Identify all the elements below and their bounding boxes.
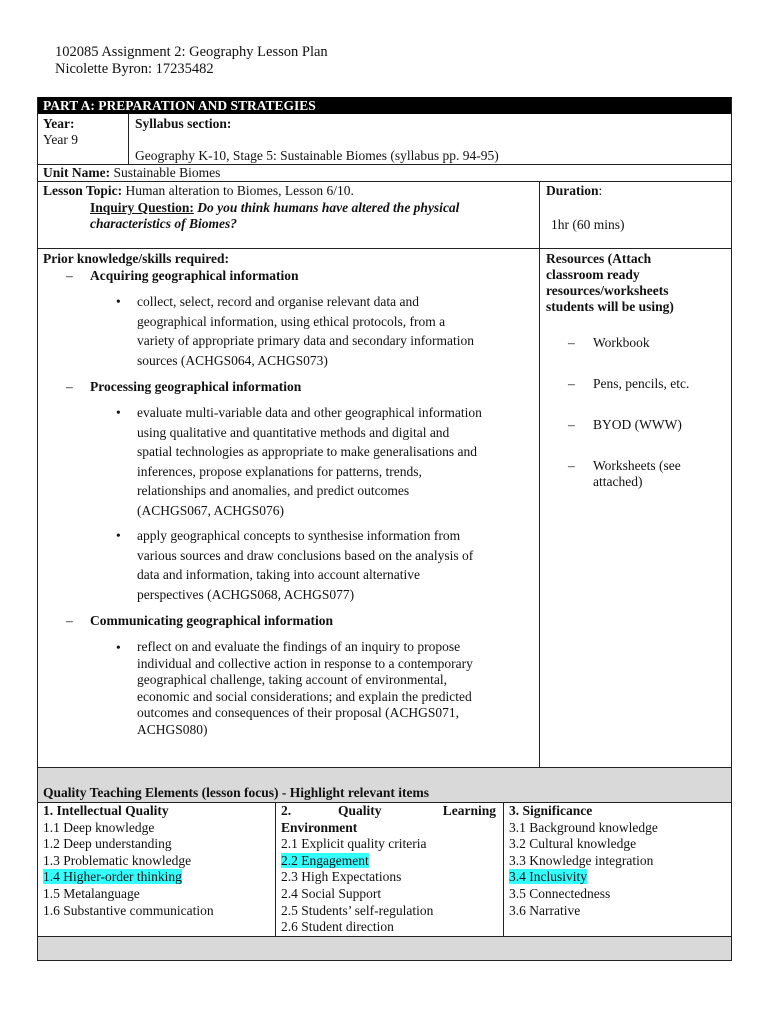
quality-item: 3.3 Knowledge integration	[509, 852, 654, 868]
bullet-line: spatial technologies as appropriate to make generalisations and	[137, 444, 478, 459]
inquiry-value-line1: Do you think humans have altered the physical	[193, 200, 460, 215]
quality-item: 1.6 Substantive communication	[43, 902, 214, 918]
quality-item: 1.2 Deep understanding	[43, 836, 172, 852]
bullet-line: reflect on and evaluate the findings of an inquiry to propose	[137, 639, 461, 654]
bottom-grey-band	[38, 937, 731, 960]
quality-title: Quality Teaching Elements (lesson focus) - Highlight relevant items	[43, 785, 430, 800]
quality-item: 3.6 Narrative	[509, 902, 581, 918]
quality-item: 3.2 Cultural knowledge	[509, 836, 637, 852]
bullet-line: ACHGS080)	[137, 721, 208, 737]
year-label: Year:	[43, 116, 75, 131]
inquiry-label: Inquiry Question:	[90, 200, 194, 215]
unit-label: Unit Name:	[43, 165, 111, 180]
dash-marker: –	[568, 335, 575, 350]
bullet-line: data and information, taking into account alternative	[137, 567, 421, 582]
bullet-line: sources (ACHGS064, ACHGS073)	[137, 352, 328, 368]
duration-colon: :	[598, 183, 603, 198]
student-name: Nicolette Byron: 17235482	[55, 61, 214, 77]
syllabus-label: Syllabus section:	[135, 116, 232, 131]
section-heading-communicating: Communicating geographical information	[90, 613, 333, 628]
col-heading: 1. Intellectual Quality	[43, 803, 169, 818]
quality-item-highlighted: 2.2 Engagement	[281, 852, 369, 868]
quality-item: 1.3 Problematic knowledge	[43, 852, 192, 868]
bullet-line: (ACHGS067, ACHGS076)	[137, 502, 285, 518]
quality-item: 2.6 Student direction	[281, 919, 394, 935]
quality-item: 3.1 Background knowledge	[509, 819, 658, 835]
topic-value: Human alteration to Biomes, Lesson 6/10.	[122, 183, 354, 198]
bullet-line: inferences, propose explanations for patterns, trends,	[137, 463, 422, 479]
inquiry-question	[90, 200, 459, 216]
resource-item-line: attached)	[593, 474, 643, 489]
bullet-marker: •	[116, 528, 121, 543]
resource-item: Workbook	[593, 335, 650, 350]
bullet-line: economic and social considerations; and explain the predicted	[137, 688, 472, 704]
col-heading-part: 2.	[281, 803, 292, 818]
col-heading-line2: Environment	[281, 819, 358, 835]
col-heading	[281, 803, 496, 820]
col-heading-part: Quality	[338, 803, 382, 818]
bullet-line: various sources and draw conclusions based on the analysis of	[137, 547, 474, 563]
bullet-marker: •	[116, 405, 121, 420]
topic-label: Lesson Topic:	[43, 183, 123, 198]
bullet-line: relationships and anomalies, and predict outcomes	[137, 483, 410, 498]
resources-label-line: classroom ready	[546, 267, 640, 282]
quality-item-highlighted: 3.4 Inclusivity	[509, 869, 587, 885]
bullet-line: perspectives (ACHGS068, ACHGS077)	[137, 586, 355, 602]
bullet-text	[137, 526, 473, 604]
inquiry-value-line2: characteristics of Biomes?	[90, 216, 237, 231]
quality-item-highlighted: 1.4 Higher-order thinking	[43, 869, 182, 885]
bullet-line: evaluate multi-variable data and other geographical information	[137, 405, 482, 420]
bullet-text	[137, 639, 473, 739]
quality-col-significance	[509, 803, 658, 919]
unit-name	[43, 165, 220, 181]
duration-label: Duration	[546, 183, 599, 198]
dash-marker: –	[568, 458, 575, 473]
quality-col-intellectual	[43, 803, 214, 919]
col-heading-part: Learning	[442, 803, 496, 818]
syllabus-value: Geography K-10, Stage 5: Sustainable Biomes (syllabus pp. 94-95)	[135, 148, 499, 163]
quality-col-environment	[281, 803, 496, 936]
resources-label-line: resources/worksheets	[546, 283, 669, 298]
section-heading-acquiring: Acquiring geographical information	[90, 268, 299, 283]
resource-item-line: Worksheets (see	[593, 458, 681, 473]
quality-item: 2.5 Students’ self-regulation	[281, 902, 434, 918]
bullet-line: outcomes and consequences of their proposal (ACHGS071,	[137, 705, 460, 721]
dash-marker: –	[66, 613, 73, 628]
bullet-line: variety of appropriate primary data and secondary information	[137, 333, 474, 348]
resources-label-line: Resources (Attach	[546, 251, 652, 266]
quality-item: 3.5 Connectedness	[509, 885, 611, 901]
quality-item: 1.5 Metalanguage	[43, 885, 140, 901]
resource-item: BYOD (WWW)	[593, 417, 682, 432]
section-heading-processing: Processing geographical information	[90, 379, 302, 394]
bullet-line: collect, select, record and organise relevant data and	[137, 294, 419, 309]
resources-label-line: students will be using)	[546, 299, 674, 314]
duration-value: 1hr (60 mins)	[551, 217, 625, 232]
bullet-line: using qualitative and quantitative methods and digital and	[137, 424, 450, 440]
dash-marker: –	[66, 379, 73, 394]
assignment-title: 102085 Assignment 2: Geography Lesson Plan	[55, 44, 328, 60]
resource-item	[593, 458, 681, 490]
unit-value: Sustainable Biomes	[110, 165, 221, 180]
dash-marker: –	[568, 417, 575, 432]
year-value: Year 9	[43, 132, 79, 147]
quality-item: 2.1 Explicit quality criteria	[281, 836, 427, 852]
bullet-marker: •	[116, 640, 121, 655]
resources-label	[546, 251, 674, 315]
dash-marker: –	[568, 376, 575, 391]
duration	[546, 183, 602, 199]
bullet-text	[137, 403, 482, 520]
lesson-topic	[43, 183, 354, 199]
bullet-marker: •	[116, 294, 121, 309]
bullet-line: apply geographical concepts to synthesise information from	[137, 528, 461, 543]
col-heading: 3. Significance	[509, 803, 593, 818]
quality-item: 2.4 Social Support	[281, 885, 382, 901]
bullet-line: geographical information, using ethical protocols, from a	[137, 313, 446, 329]
dash-marker: –	[66, 268, 73, 283]
bullet-line: geographical challenge, taking account of environmental,	[137, 672, 447, 688]
bullet-text	[137, 292, 474, 370]
resource-item: Pens, pencils, etc.	[593, 376, 690, 391]
bullet-line: individual and collective action in response to a contemporary	[137, 655, 473, 671]
prior-knowledge-label: Prior knowledge/skills required:	[43, 251, 230, 266]
quality-item: 2.3 High Expectations	[281, 869, 402, 885]
part-a-title: PART A: PREPARATION AND STRATEGIES	[37, 97, 732, 114]
quality-item: 1.1 Deep knowledge	[43, 819, 155, 835]
document-header	[55, 44, 328, 78]
